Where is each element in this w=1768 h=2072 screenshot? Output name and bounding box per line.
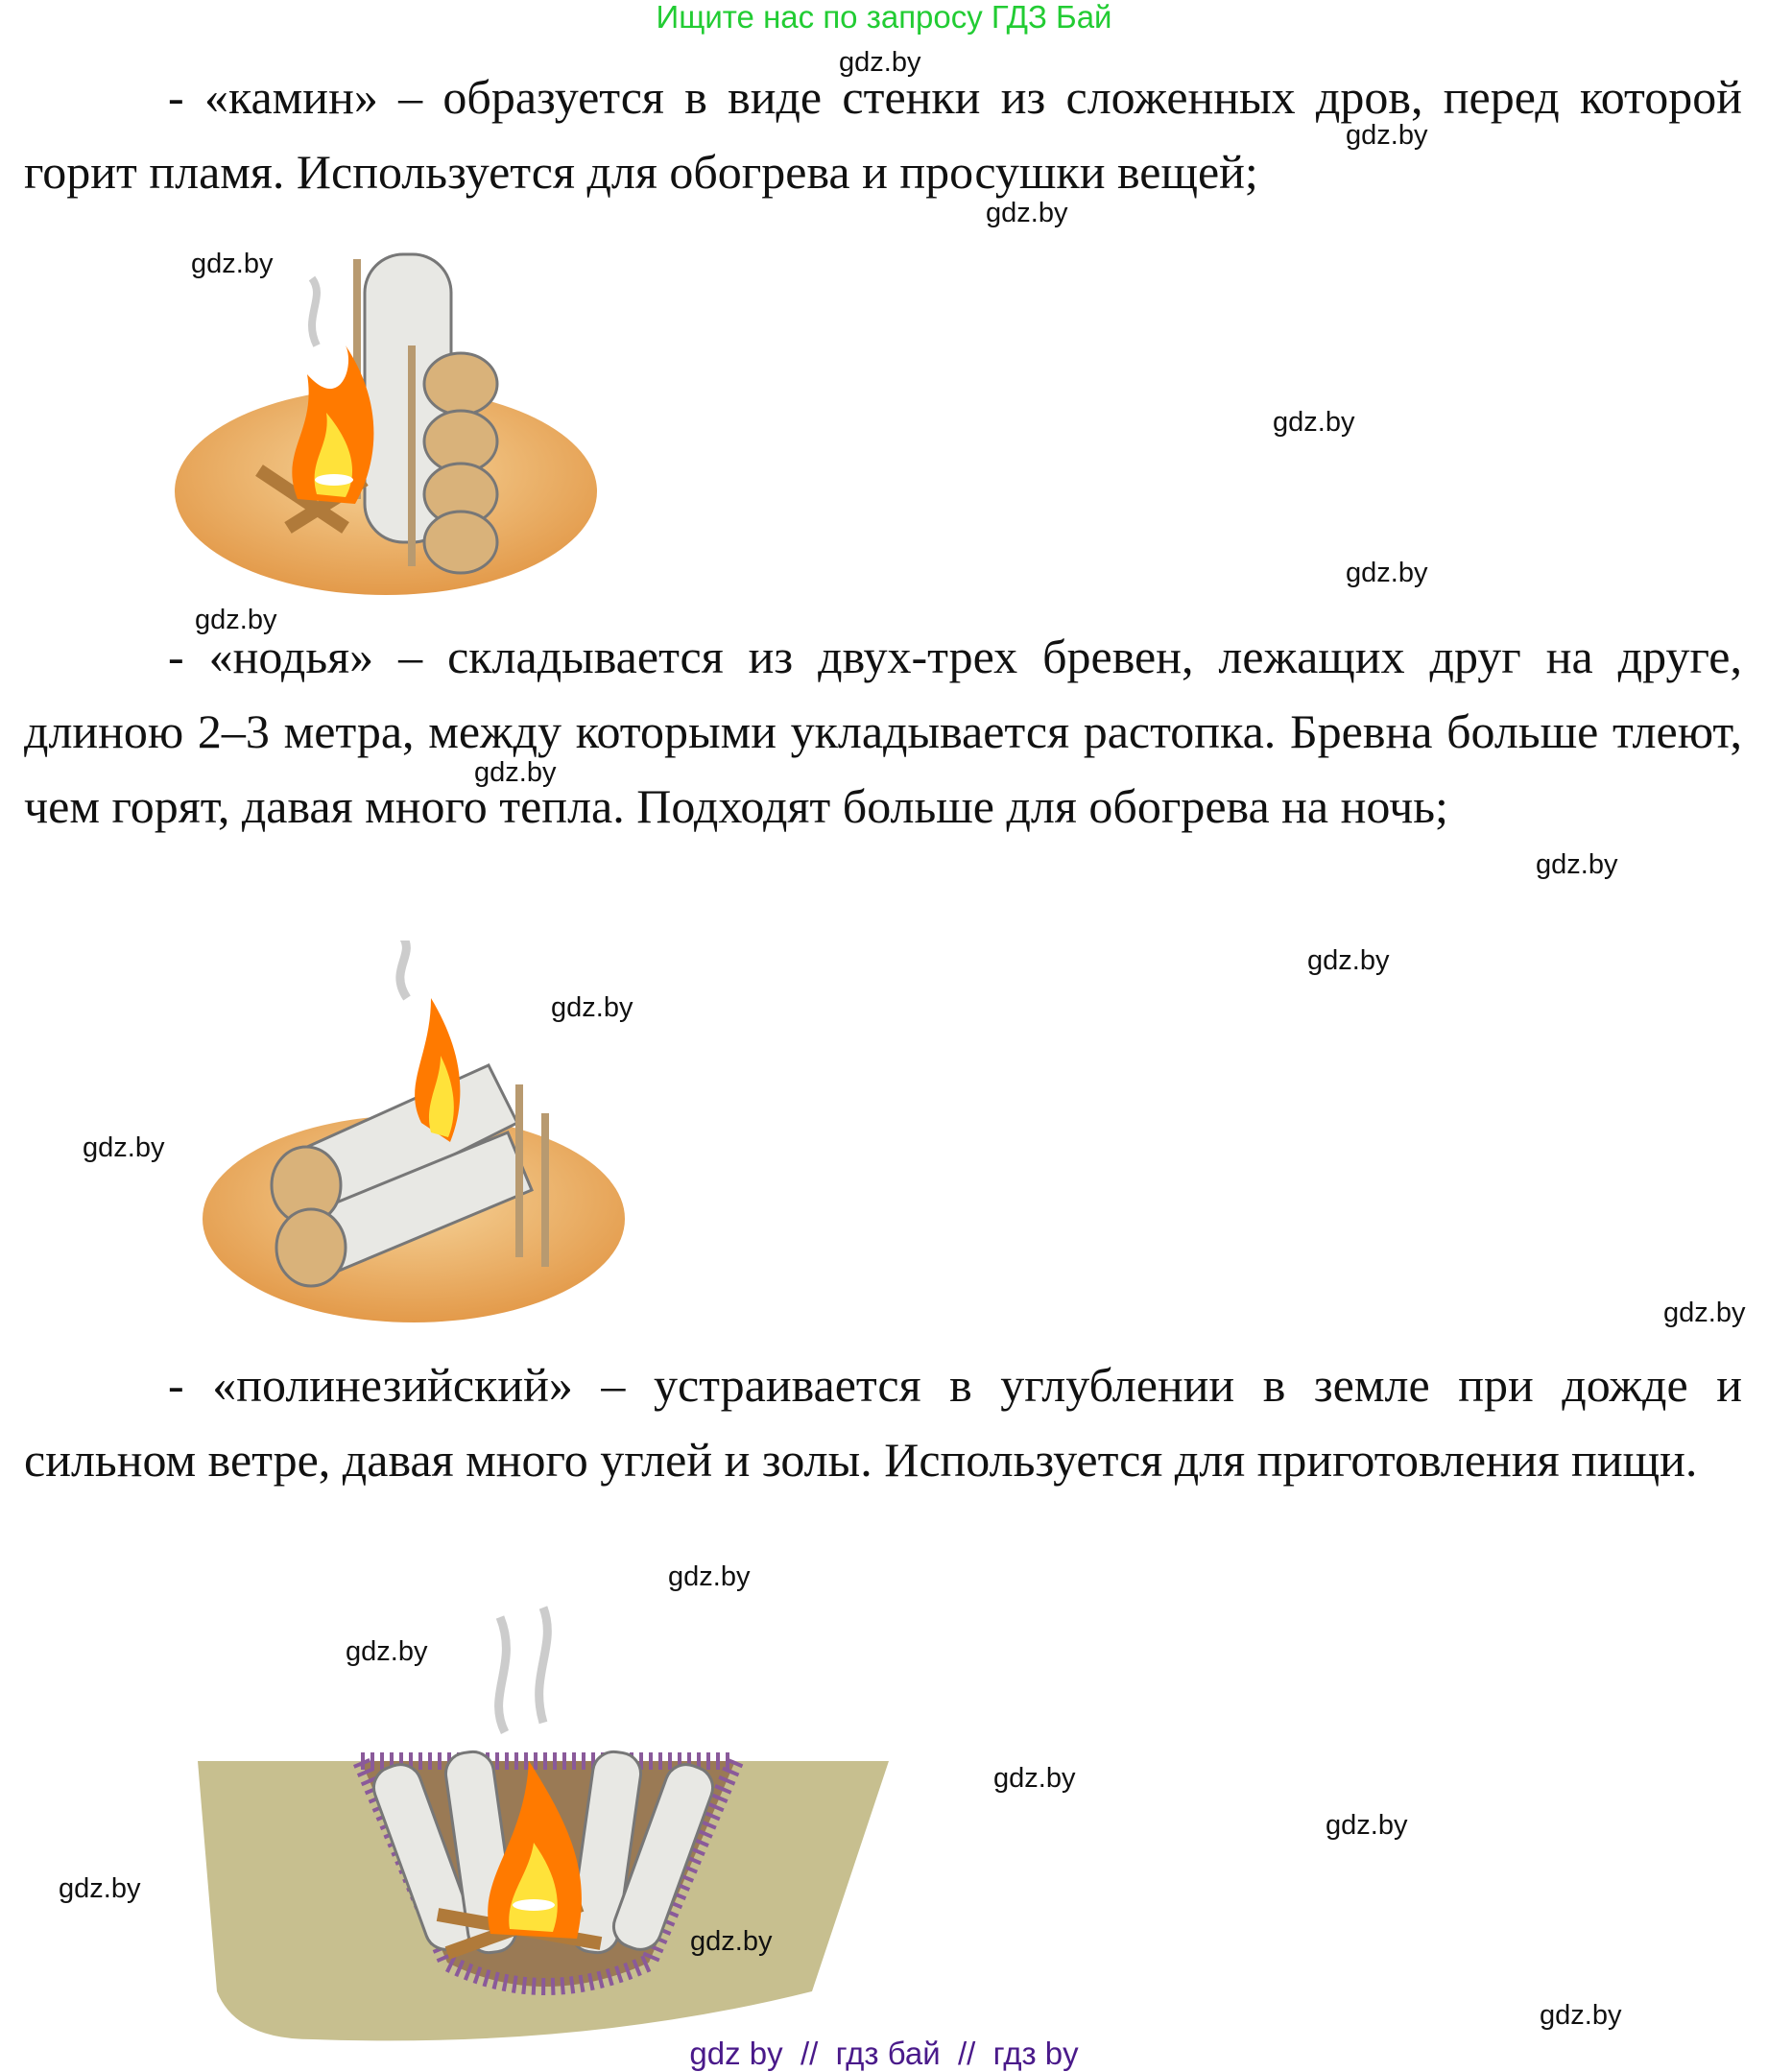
watermark: gdz.by [191, 249, 274, 279]
watermark: gdz.by [474, 757, 557, 788]
watermark: gdz.by [346, 1636, 428, 1667]
watermark: gdz.by [83, 1132, 165, 1163]
watermark: gdz.by [59, 1873, 141, 1904]
watermark: gdz.by [1273, 407, 1355, 438]
kamin-fire-illustration [173, 240, 600, 597]
watermark: gdz.by [551, 992, 633, 1023]
paragraph-nodya: - «нодья» – складывается из двух-трех бревен, лежащих друг на друге, длиною 2–3 метра, между которыми укладывается растопка. Бревна больше тлеют, чем горят, давая много тепла. Подходят больше для обогрева на ночь; [24, 630, 1742, 833]
watermark: gdz.by [1663, 1298, 1746, 1328]
paragraph-kamin: - «камин» – образуется в виде стенки из сложенных дров, перед которой горит пламя. Используется для обогрева и просушки вещей; [24, 70, 1742, 199]
watermark: gdz.by [1307, 945, 1390, 976]
footer-links: gdz by // гдз бай // гдз by [689, 2036, 1079, 2071]
watermark: gdz.by [690, 1926, 773, 1957]
watermark: gdz.by [839, 47, 921, 78]
polynesian-fire-illustration [198, 1588, 889, 2044]
watermark: gdz.by [1326, 1810, 1408, 1841]
watermark: gdz.by [986, 198, 1068, 228]
watermark: gdz.by [668, 1561, 751, 1592]
watermark: gdz.by [993, 1763, 1076, 1794]
watermark: gdz.by [1540, 2000, 1622, 2031]
watermark: gdz.by [1346, 558, 1428, 588]
paragraph-polynesian: - «полинезийский» – устраивается в углублении в земле при дожде и сильном ветре, давая много углей и золы. Используется для приготовления пищи. [24, 1358, 1742, 1487]
search-hint-banner: Ищите нас по запросу ГДЗ Бай [656, 0, 1112, 35]
watermark: gdz.by [1346, 120, 1428, 151]
watermark: gdz.by [195, 605, 277, 635]
watermark: gdz.by [1536, 849, 1618, 880]
